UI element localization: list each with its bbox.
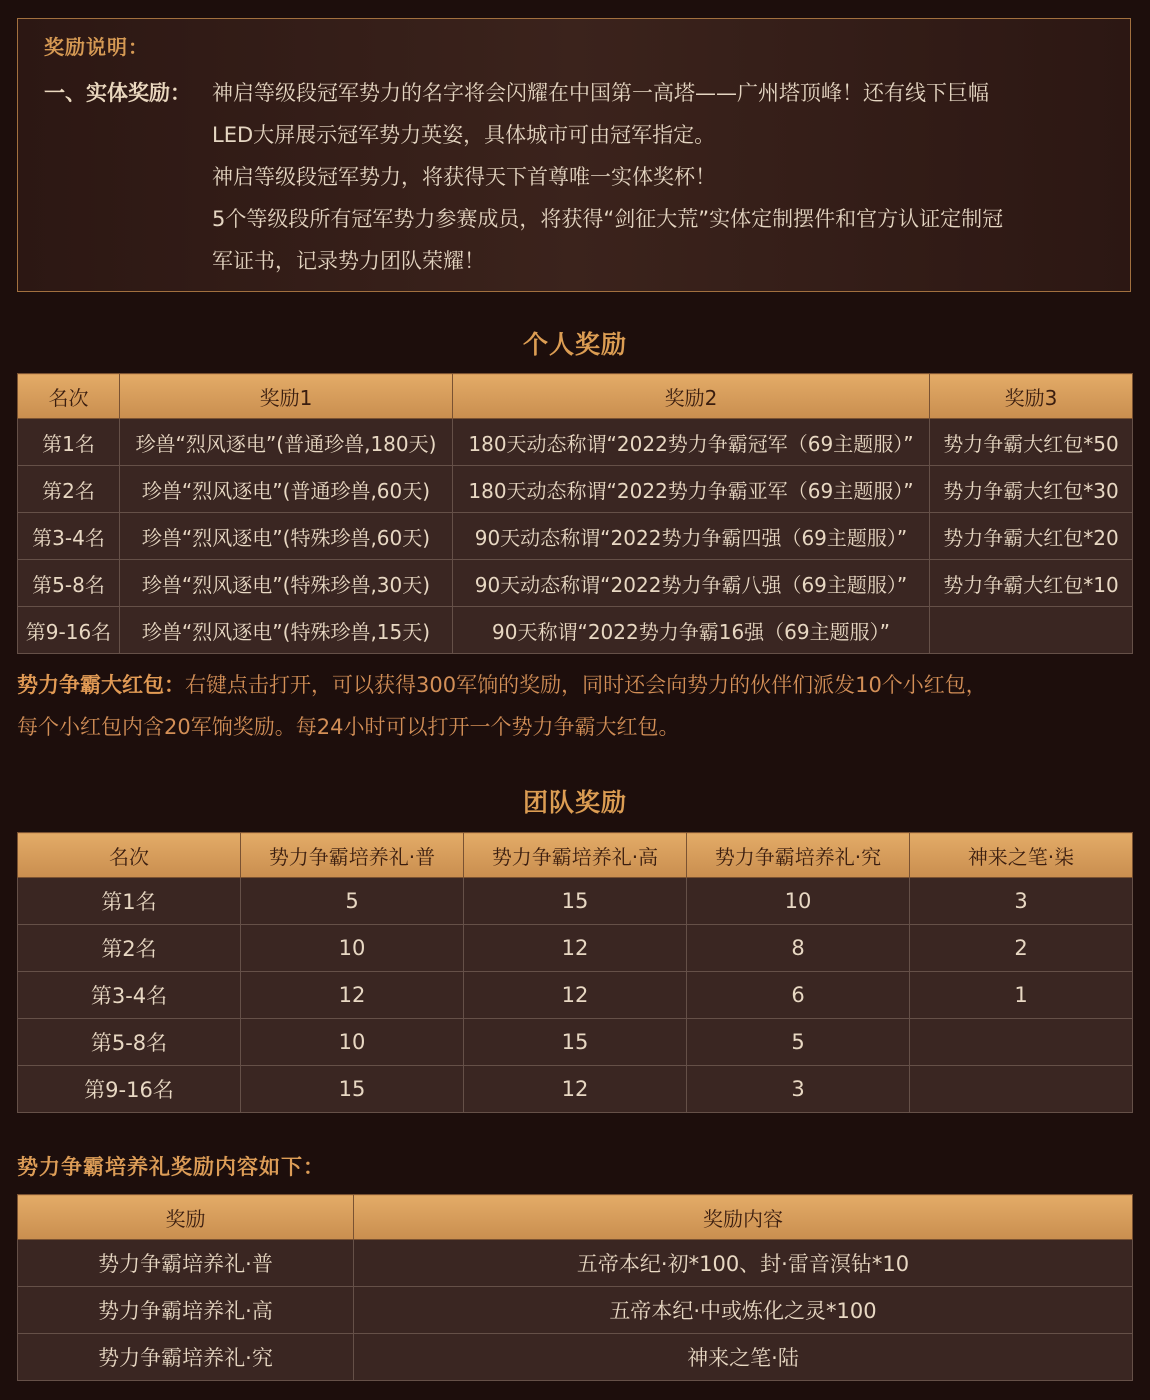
- table-row: [18, 1334, 1133, 1381]
- redpack-note-line: [17, 664, 1135, 706]
- redpack-reward-cell: 势力争霸大红包*20: [930, 513, 1133, 560]
- count-cell: 8: [687, 925, 910, 972]
- gift-content-cell: 五帝本纪·中或炼化之灵*100: [354, 1287, 1133, 1334]
- notice-title: 奖励说明：: [44, 35, 149, 59]
- physical-reward-text: [212, 72, 1112, 282]
- table-row: [18, 1066, 1133, 1113]
- redpack-note-label: 势力争霸大红包：: [17, 673, 185, 697]
- header-reward2: 奖励2: [453, 374, 930, 419]
- count-cell: 6: [687, 972, 910, 1019]
- rank-cell: 第9-16名: [18, 1066, 241, 1113]
- count-cell: 3: [687, 1066, 910, 1113]
- count-cell: 15: [241, 1066, 464, 1113]
- header-gift-ultimate: 势力争霸培养礼·究: [687, 833, 910, 878]
- table-row: [18, 419, 1133, 466]
- table-row: [18, 466, 1133, 513]
- count-cell: 5: [687, 1019, 910, 1066]
- team-reward-table: [17, 832, 1133, 1113]
- reward-notice-box: [17, 18, 1131, 292]
- header-gift-basic: 势力争霸培养礼·普: [241, 833, 464, 878]
- header-brush-seven: 神来之笔·柒: [910, 833, 1133, 878]
- gift-content-cell: 五帝本纪·初*100、封·雷音溟钻*10: [354, 1240, 1133, 1287]
- title-reward-cell: 180天动态称谓“2022势力争霸亚军（69主题服）”: [453, 466, 930, 513]
- header-reward3: 奖励3: [930, 374, 1133, 419]
- count-cell: 1: [910, 972, 1133, 1019]
- count-cell: 12: [464, 972, 687, 1019]
- rank-cell: 第9-16名: [18, 607, 120, 654]
- table-row: [18, 878, 1133, 925]
- rank-cell: 第1名: [18, 419, 120, 466]
- count-cell: 3: [910, 878, 1133, 925]
- header-reward-content: 奖励内容: [354, 1195, 1133, 1240]
- table-row: [18, 1240, 1133, 1287]
- physical-reward-item: [44, 72, 1112, 282]
- table-row: [18, 972, 1133, 1019]
- notice-line: LED大屏展示冠军势力英姿，具体城市可由冠军指定。: [212, 123, 716, 147]
- header-reward1: 奖励1: [120, 374, 453, 419]
- table-row: [18, 1019, 1133, 1066]
- redpack-note-text: 右键点击打开，可以获得300军饷的奖励，同时还会向势力的伙伴们派发10个小红包，: [185, 673, 987, 697]
- rank-cell: 第5-8名: [18, 1019, 241, 1066]
- redpack-note-line: 每个小红包内含20军饷奖励。每24小时可以打开一个势力争霸大红包。: [17, 715, 680, 739]
- count-cell: 2: [910, 925, 1133, 972]
- gift-content-cell: 神来之笔·陆: [354, 1334, 1133, 1381]
- table-header-row: [18, 833, 1133, 878]
- table-row: [18, 1287, 1133, 1334]
- redpack-reward-cell: [930, 607, 1133, 654]
- physical-reward-label: 一、实体奖励：: [44, 81, 191, 105]
- gift-contents-table: [17, 1194, 1133, 1381]
- rank-cell: 第3-4名: [18, 513, 120, 560]
- rank-cell: 第1名: [18, 878, 241, 925]
- pet-reward-cell: 珍兽“烈风逐电”(特殊珍兽,15天): [120, 607, 453, 654]
- team-reward-title: 团队奖励: [522, 788, 627, 817]
- pet-reward-cell: 珍兽“烈风逐电”(特殊珍兽,30天): [120, 560, 453, 607]
- notice-line: 军证书，记录势力团队荣耀！: [212, 249, 485, 273]
- table-row: [18, 607, 1133, 654]
- header-gift-advanced: 势力争霸培养礼·高: [464, 833, 687, 878]
- count-cell: 12: [464, 925, 687, 972]
- rank-cell: 第5-8名: [18, 560, 120, 607]
- gift-name-cell: 势力争霸培养礼·高: [18, 1287, 354, 1334]
- table-row: [18, 925, 1133, 972]
- pet-reward-cell: 珍兽“烈风逐电”(特殊珍兽,60天): [120, 513, 453, 560]
- count-cell: [910, 1066, 1133, 1113]
- rank-cell: 第2名: [18, 925, 241, 972]
- count-cell: 15: [464, 1019, 687, 1066]
- notice-line: 5个等级段所有冠军势力参赛成员，将获得“剑征大荒”实体定制摆件和官方认证定制冠: [212, 207, 1004, 231]
- pet-reward-cell: 珍兽“烈风逐电”(普通珍兽,60天): [120, 466, 453, 513]
- header-rank: 名次: [18, 833, 241, 878]
- personal-reward-table: [17, 373, 1133, 654]
- title-reward-cell: 90天动态称谓“2022势力争霸四强（69主题服）”: [453, 513, 930, 560]
- count-cell: 10: [241, 1019, 464, 1066]
- redpack-reward-cell: 势力争霸大红包*10: [930, 560, 1133, 607]
- count-cell: 10: [241, 925, 464, 972]
- table-header-row: [18, 374, 1133, 419]
- table-header-row: [18, 1195, 1133, 1240]
- gift-name-cell: 势力争霸培养礼·究: [18, 1334, 354, 1381]
- table-row: [18, 513, 1133, 560]
- title-reward-cell: 90天动态称谓“2022势力争霸八强（69主题服）”: [453, 560, 930, 607]
- count-cell: 12: [241, 972, 464, 1019]
- pet-reward-cell: 珍兽“烈风逐电”(普通珍兽,180天): [120, 419, 453, 466]
- table-row: [18, 560, 1133, 607]
- rank-cell: 第3-4名: [18, 972, 241, 1019]
- redpack-reward-cell: 势力争霸大红包*30: [930, 466, 1133, 513]
- notice-line: 神启等级段冠军势力，将获得天下首尊唯一实体奖杯！: [212, 165, 716, 189]
- rank-cell: 第2名: [18, 466, 120, 513]
- count-cell: 5: [241, 878, 464, 925]
- header-reward: 奖励: [18, 1195, 354, 1240]
- header-rank: 名次: [18, 374, 120, 419]
- gift-contents-title: 势力争霸培养礼奖励内容如下：: [17, 1155, 325, 1179]
- count-cell: 15: [464, 878, 687, 925]
- redpack-note: [17, 664, 1135, 748]
- title-reward-cell: 180天动态称谓“2022势力争霸冠军（69主题服）”: [453, 419, 930, 466]
- count-cell: 12: [464, 1066, 687, 1113]
- title-reward-cell: 90天称谓“2022势力争霸16强（69主题服）”: [453, 607, 930, 654]
- gift-name-cell: 势力争霸培养礼·普: [18, 1240, 354, 1287]
- count-cell: [910, 1019, 1133, 1066]
- redpack-reward-cell: 势力争霸大红包*50: [930, 419, 1133, 466]
- personal-reward-title: 个人奖励: [522, 330, 627, 359]
- notice-line: 神启等级段冠军势力的名字将会闪耀在中国第一高塔——广州塔顶峰！还有线下巨幅: [212, 81, 989, 105]
- count-cell: 10: [687, 878, 910, 925]
